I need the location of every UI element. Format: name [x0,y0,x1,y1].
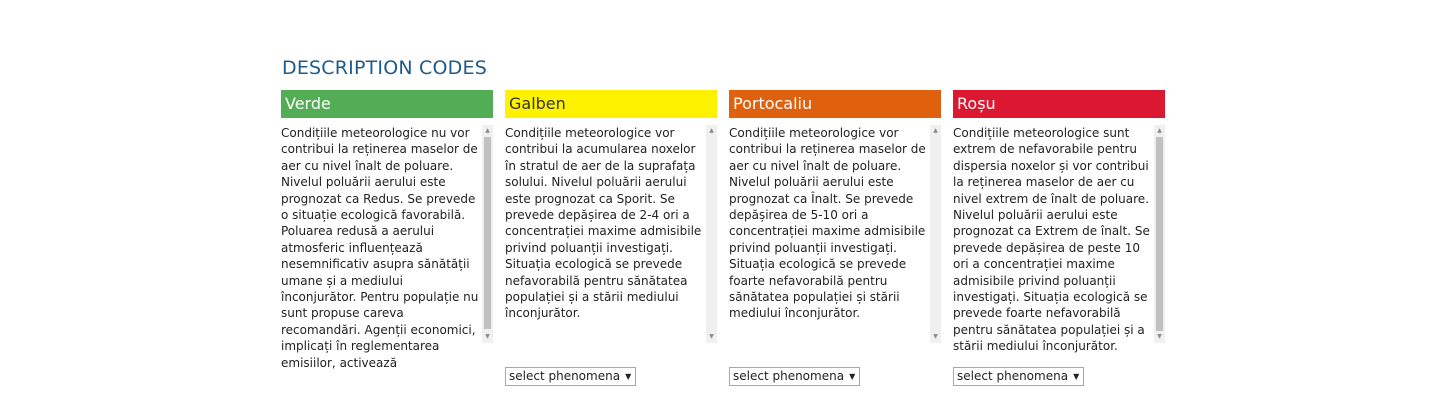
scrollbar[interactable] [1154,125,1165,343]
code-header-rosu: Roșu [953,90,1165,118]
code-column-portocaliu [729,90,941,343]
code-column-rosu [953,90,1165,354]
code-description-text: Condițiile meteorologice sunt extrem de nefavorabile pentru dispersia noxelor și vor contribui la reținerea maselor de aer cu nivel extrem de înalt de poluare. Nivelul poluării aerului este prognozat ca Extrem de înalt. Se prevede depășirea de peste 10 ori a concentrației maxime admisibile privind poluanții investigați. Situația ecologică se prevede foarte nefavorabilă pentru sănătatea populației și a stării mediului înconjurător. [953,126,1150,354]
scrollbar-thumb[interactable] [484,137,491,329]
scroll-up-icon[interactable]: ▲ [485,127,490,134]
scrollbar[interactable] [930,125,941,343]
dropdown-arrow-icon: ▼ [1073,372,1080,381]
code-description-text: Condițiile meteorologice vor contribui la acumularea noxelor în stratul de aer de la suprafața solului. Nivelul poluării aerului este prognozat ca Sporit. Se prevede depășirea de 2-4 ori a concentrației maxime admisibile privind poluanții investigați. Situația ecologică se prevede nefavorabilă pentru sănătatea populației și a stării mediului înconjurător. [505,126,702,321]
section-title: DESCRIPTION CODES [282,57,487,79]
scrollbar[interactable] [482,125,493,343]
scroll-up-icon[interactable]: ▲ [709,127,714,134]
scroll-up-icon[interactable]: ▲ [933,127,938,134]
select-value: select phenomena [733,369,845,383]
scroll-down-icon[interactable]: ▼ [485,333,490,340]
phenomena-select-portocaliu[interactable] [729,367,860,386]
code-description-box-galben[interactable] [505,125,717,343]
dropdown-arrow-icon: ▼ [625,372,632,381]
code-description-box-rosu[interactable] [953,125,1165,354]
code-header-verde: Verde [281,90,493,118]
code-description-text: Condițiile meteorologice vor contribui la reținerea maselor de aer cu nivel înalt de poluare. Nivelul poluării aerului este prognozat ca Înalt. Se prevede depășirea de 5-10 ori a concentrației maxime admisibile privind poluanții investigați. Situația ecologică se prevede foarte nefavorabilă pentru sănătatea populației și stării mediului înconjurător. [729,126,926,321]
code-description-text: Condițiile meteorologice nu vor contribui la reținerea maselor de aer cu nivel înalt de poluare. Nivelul poluării aerului este prognozat ca Redus. Se prevede o situație ecologică favorabilă. Poluarea redusă a aerului atmosferic influențează nesemnificativ asupra sănătății umane și a mediului înconjurător. Pentru populație nu sunt propuse careva recomandări. Agenții economici, implicați în reglementarea emisiilor, activează [281,126,479,370]
code-description-box-portocaliu[interactable] [729,125,941,343]
code-column-verde [281,90,493,370]
scroll-down-icon[interactable]: ▼ [933,333,938,340]
code-column-galben [505,90,717,343]
dropdown-arrow-icon: ▼ [849,372,856,381]
scroll-down-icon[interactable]: ▼ [1157,333,1162,340]
code-header-portocaliu: Portocaliu [729,90,941,118]
scroll-down-icon[interactable]: ▼ [709,333,714,340]
code-description-box-verde[interactable] [281,125,493,370]
select-value: select phenomena [509,369,621,383]
phenomena-select-galben[interactable] [505,367,636,386]
code-header-galben: Galben [505,90,717,118]
phenomena-select-rosu[interactable] [953,367,1084,386]
scrollbar[interactable] [706,125,717,343]
select-value: select phenomena [957,369,1069,383]
scrollbar-thumb[interactable] [1156,137,1163,331]
scroll-up-icon[interactable]: ▲ [1157,127,1162,134]
